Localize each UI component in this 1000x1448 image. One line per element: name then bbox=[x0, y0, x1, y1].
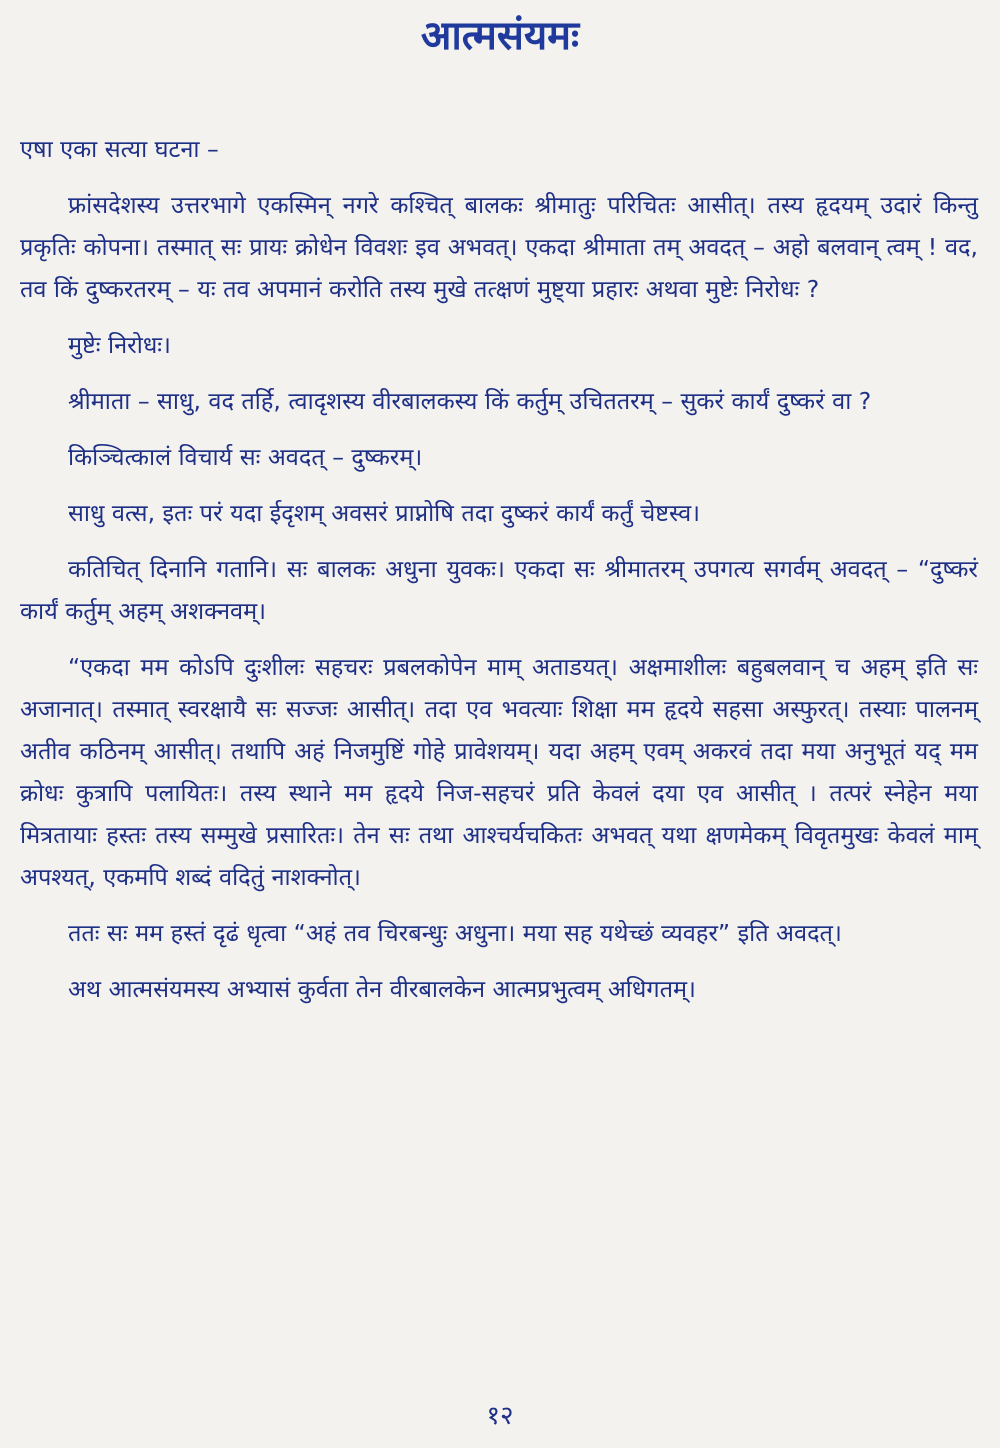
page-title: आत्मसंयमः bbox=[420, 13, 580, 59]
paragraph-reply: मुष्टेः निरोधः। bbox=[68, 331, 171, 359]
paragraph-intro: एषा एका सत्या घटना – bbox=[20, 135, 219, 163]
paragraph-mother-question: श्रीमाता – साधु, वद तर्हि, त्वादृशस्य वीरबालकस्य किं कर्तुम् उचिततरम् – सुकरं कार्यं दुष्करं वा ? bbox=[68, 387, 872, 415]
body-text bbox=[20, 128, 978, 1024]
paragraph-young-man-account: “एकदा मम कोऽपि दुःशीलः सहचरः प्रबलकोपेन माम् अताडयत्। अक्षमाशीलः बहुबलवान् च अहम् इति सः अजानात्। तस्मात् स्वरक्षायै सः सज्जः आसीत्। तदा एव भवत्याः शिक्षा मम हृदये सहसा अस्फुरत्। तस्याः पालनम् अतीव कठिनम् आसीत्। तथापि अहं निजमुष्टिं गोहे प्रावेशयम्। यदा अहम् एवम् अकरवं तदा मया अनुभूतं यद् मम क्रोधः कुत्रापि पलायितः। तस्य स्थाने मम हृदये निज-सहचरं प्रति केवलं दया एव आसीत् । तत्परं स्नेहेन मया मित्रतायाः हस्तः तस्य सम्मुखे प्रसारितः। तेन सः तथा आश्चर्यचकितः अभवत् यथा क्षणमेकम् विवृतमुखः केवलं माम् अपश्यत्, एकमपि शब्दं वदितुं नाशक्नोत्। bbox=[20, 653, 978, 891]
paragraph-conclusion: अथ आत्मसंयमस्य अभ्यासं कुर्वता तेन वीरबालकेन आत्मप्रभुत्वम् अधिगतम्। bbox=[68, 975, 696, 1003]
paragraph-days-passed: कतिचित् दिनानि गतानि। सः बालकः अधुना युवकः। एकदा सः श्रीमातरम् उपगत्य सगर्वम् अवदत् – “दुष्करं कार्यं कर्तुम् अहम् अशक्नवम्। bbox=[20, 555, 978, 625]
paragraph-mother-advice: साधु वत्स, इतः परं यदा ईदृशम् अवसरं प्राप्नोषि तदा दुष्करं कार्यं कर्तुं चेष्टस्व। bbox=[68, 499, 701, 527]
paragraph-boy-answer: किञ्चित्कालं विचार्य सः अवदत् – दुष्करम्। bbox=[68, 443, 423, 471]
paragraph-story-opening: फ्रांसदेशस्य उत्तरभागे एकस्मिन् नगरे कश्चित् बालकः श्रीमातुः परिचितः आसीत्। तस्य हृदयम् उदारं किन्तु प्रकृतिः कोपना। तस्मात् सः प्रायः क्रोधेन विवशः इव अभवत्। एकदा श्रीमाता तम् अवदत् – अहो बलवान् त्वम् ! वद, तव किं दुष्करतरम् – यः तव अपमानं करोति तस्य मुखे तत्क्षणं मुष्ट्या प्रहारः अथवा मुष्टेः निरोधः ? bbox=[20, 191, 978, 303]
page-number: १२ bbox=[486, 1401, 514, 1431]
paragraph-friendship: ततः सः मम हस्तं दृढं धृत्वा “अहं तव चिरबन्धुः अधुना। मया सह यथेच्छं व्यवहर” इति अवदत्। bbox=[68, 919, 842, 947]
